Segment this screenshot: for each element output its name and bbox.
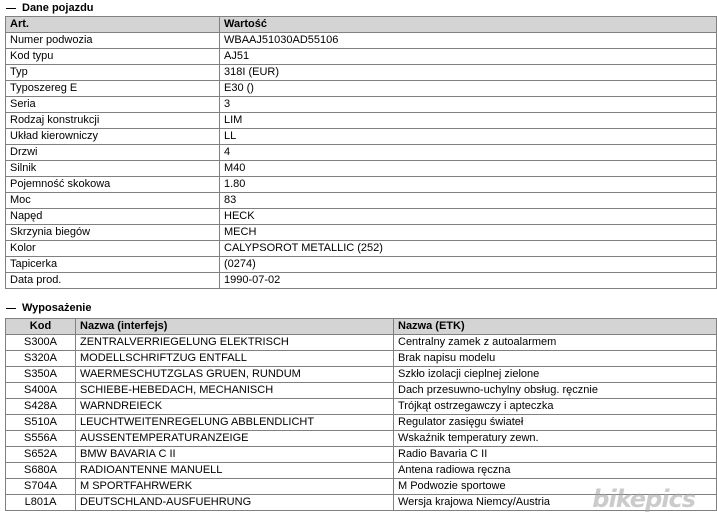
vehicle-value-cell: 1.80 <box>220 177 717 193</box>
equipment-name-interface-cell: DEUTSCHLAND-AUSFUEHRUNG <box>76 495 394 511</box>
vehicle-value-cell: AJ51 <box>220 49 717 65</box>
table-row <box>6 335 717 351</box>
vehicle-value-cell: E30 () <box>220 81 717 97</box>
table-header-row <box>6 17 717 33</box>
equipment-code-cell: S320A <box>6 351 76 367</box>
equipment-name-etk-cell: Dach przesuwno-uchylny obsług. ręcznie <box>394 383 717 399</box>
equipment-code-cell: S428A <box>6 399 76 415</box>
equipment-name-etk-cell: Wskaźnik temperatury zewn. <box>394 431 717 447</box>
equipment-name-interface-cell: SCHIEBE-HEBEDACH, MECHANISCH <box>76 383 394 399</box>
vehicle-section-title-text: Dane pojazdu <box>22 2 94 14</box>
vehicle-section-title <box>6 1 94 15</box>
column-header-code: Kod <box>6 319 76 335</box>
vehicle-attribute-cell: Kolor <box>6 241 220 257</box>
equipment-name-interface-cell: AUSSENTEMPERATURANZEIGE <box>76 431 394 447</box>
table-header-row <box>6 319 717 335</box>
equipment-code-cell: S652A <box>6 447 76 463</box>
equipment-name-etk-cell: Trójkąt ostrzegawczy i apteczka <box>394 399 717 415</box>
vehicle-value-cell: 318I (EUR) <box>220 65 717 81</box>
equipment-name-interface-cell: ZENTRALVERRIEGELUNG ELEKTRISCH <box>76 335 394 351</box>
table-row <box>6 351 717 367</box>
table-row <box>6 495 717 511</box>
table-row <box>6 145 717 161</box>
table-row <box>6 241 717 257</box>
equipment-name-interface-cell: WARNDREIECK <box>76 399 394 415</box>
equipment-code-cell: S300A <box>6 335 76 351</box>
table-row <box>6 415 717 431</box>
vehicle-attribute-cell: Data prod. <box>6 273 220 289</box>
column-header-name-etk: Nazwa (ETK) <box>394 319 717 335</box>
vehicle-data-table <box>5 16 717 289</box>
vehicle-value-cell: 83 <box>220 193 717 209</box>
vehicle-attribute-cell: Układ kierowniczy <box>6 129 220 145</box>
vehicle-value-cell: LIM <box>220 113 717 129</box>
equipment-code-cell: S556A <box>6 431 76 447</box>
vehicle-attribute-cell: Typoszereg E <box>6 81 220 97</box>
equipment-code-cell: S704A <box>6 479 76 495</box>
table-row <box>6 193 717 209</box>
vehicle-attribute-cell: Kod typu <box>6 49 220 65</box>
equipment-name-interface-cell: BMW BAVARIA C II <box>76 447 394 463</box>
table-row <box>6 177 717 193</box>
table-row <box>6 225 717 241</box>
equipment-name-etk-cell: Regulator zasięgu świateł <box>394 415 717 431</box>
table-row <box>6 383 717 399</box>
table-row <box>6 257 717 273</box>
vehicle-value-cell: CALYPSOROT METALLIC (252) <box>220 241 717 257</box>
vehicle-attribute-cell: Numer podwozia <box>6 33 220 49</box>
equipment-name-interface-cell: M SPORTFAHRWERK <box>76 479 394 495</box>
equipment-code-cell: S350A <box>6 367 76 383</box>
collapse-dash-icon[interactable] <box>6 8 16 9</box>
vehicle-attribute-cell: Seria <box>6 97 220 113</box>
table-row <box>6 97 717 113</box>
vehicle-value-cell: 1990-07-02 <box>220 273 717 289</box>
equipment-name-etk-cell: Radio Bavaria C II <box>394 447 717 463</box>
equipment-name-etk-cell: Wersja krajowa Niemcy/Austria <box>394 495 717 511</box>
vehicle-attribute-cell: Napęd <box>6 209 220 225</box>
table-row <box>6 65 717 81</box>
equipment-section-title-text: Wyposażenie <box>22 302 92 314</box>
equipment-section-title <box>6 301 92 315</box>
table-row <box>6 209 717 225</box>
vehicle-value-cell: LL <box>220 129 717 145</box>
table-row <box>6 161 717 177</box>
table-row <box>6 447 717 463</box>
table-row <box>6 273 717 289</box>
vehicle-value-cell: 4 <box>220 145 717 161</box>
equipment-code-cell: S510A <box>6 415 76 431</box>
vehicle-attribute-cell: Pojemność skokowa <box>6 177 220 193</box>
vehicle-attribute-cell: Silnik <box>6 161 220 177</box>
table-row <box>6 431 717 447</box>
column-header-value: Wartość <box>220 17 717 33</box>
equipment-code-cell: L801A <box>6 495 76 511</box>
equipment-name-etk-cell: Brak napisu modelu <box>394 351 717 367</box>
equipment-code-cell: S400A <box>6 383 76 399</box>
table-row <box>6 81 717 97</box>
table-row <box>6 33 717 49</box>
vehicle-attribute-cell: Moc <box>6 193 220 209</box>
vehicle-value-cell: WBAAJ51030AD55106 <box>220 33 717 49</box>
table-row <box>6 399 717 415</box>
collapse-dash-icon[interactable] <box>6 308 16 309</box>
equipment-name-etk-cell: Antena radiowa ręczna <box>394 463 717 479</box>
vehicle-value-cell: HECK <box>220 209 717 225</box>
vehicle-value-cell: 3 <box>220 97 717 113</box>
equipment-name-interface-cell: RADIOANTENNE MANUELL <box>76 463 394 479</box>
watermark-logo: bikepics <box>592 485 695 513</box>
column-header-name-interface: Nazwa (interfejs) <box>76 319 394 335</box>
equipment-name-interface-cell: LEUCHTWEITENREGELUNG ABBLENDLICHT <box>76 415 394 431</box>
vehicle-value-cell: (0274) <box>220 257 717 273</box>
vehicle-attribute-cell: Skrzynia biegów <box>6 225 220 241</box>
equipment-table <box>5 318 717 511</box>
equipment-name-etk-cell: Szkło izolacji cieplnej zielone <box>394 367 717 383</box>
vehicle-attribute-cell: Tapicerka <box>6 257 220 273</box>
vehicle-value-cell: MECH <box>220 225 717 241</box>
equipment-code-cell: S680A <box>6 463 76 479</box>
vehicle-value-cell: M40 <box>220 161 717 177</box>
vehicle-attribute-cell: Drzwi <box>6 145 220 161</box>
equipment-name-interface-cell: WAERMESCHUTZGLAS GRUEN, RUNDUM <box>76 367 394 383</box>
table-row <box>6 113 717 129</box>
column-header-art: Art. <box>6 17 220 33</box>
equipment-name-interface-cell: MODELLSCHRIFTZUG ENTFALL <box>76 351 394 367</box>
table-row <box>6 129 717 145</box>
table-row <box>6 367 717 383</box>
vehicle-attribute-cell: Typ <box>6 65 220 81</box>
table-row <box>6 463 717 479</box>
vehicle-attribute-cell: Rodzaj konstrukcji <box>6 113 220 129</box>
table-row <box>6 49 717 65</box>
table-row <box>6 479 717 495</box>
equipment-name-etk-cell: M Podwozie sportowe <box>394 479 717 495</box>
equipment-name-etk-cell: Centralny zamek z autoalarmem <box>394 335 717 351</box>
